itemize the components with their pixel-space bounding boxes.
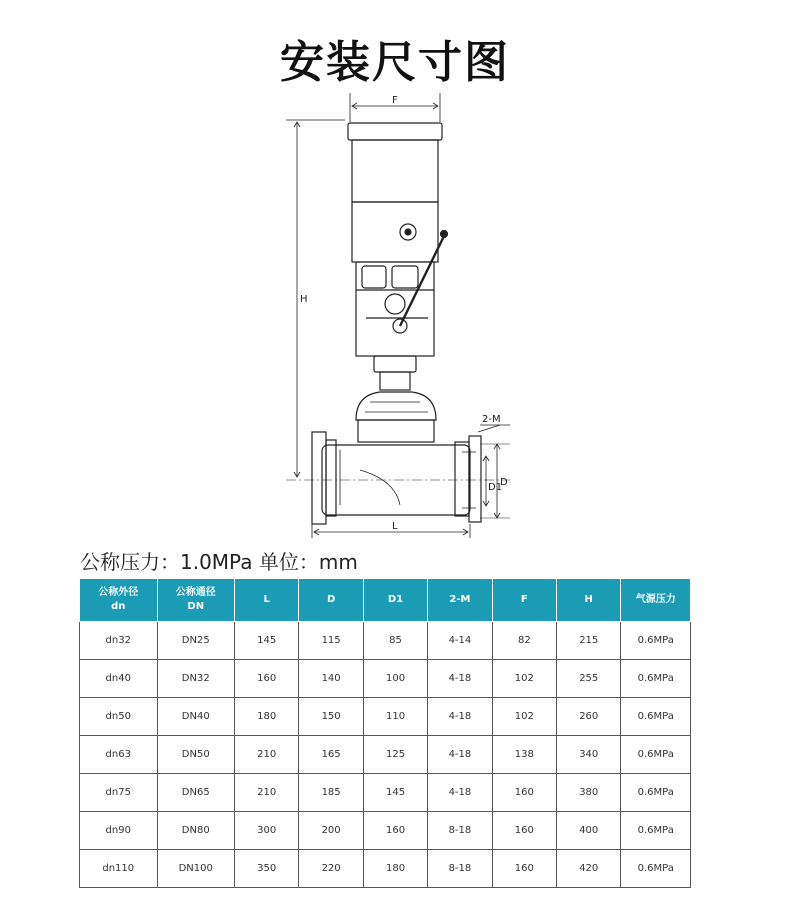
table-cell: DN32 [157,660,235,698]
table-cell: 115 [299,622,363,660]
header-cell: D1 [363,579,427,622]
table-cell: 145 [235,622,299,660]
table-cell: 160 [363,812,427,850]
table-cell: 100 [363,660,427,698]
table-cell: 165 [299,736,363,774]
table-cell: 160 [492,850,556,888]
dim-label-d: D [500,477,508,488]
table-cell: 160 [235,660,299,698]
table-cell: dn110 [80,850,158,888]
table-cell: DN40 [157,698,235,736]
table-cell: 210 [235,736,299,774]
table-cell: 4-18 [428,660,492,698]
table-cell: 350 [235,850,299,888]
table-cell: 145 [363,774,427,812]
table-cell: dn40 [80,660,158,698]
table-cell: 180 [363,850,427,888]
table-row [80,622,691,660]
table-cell: 215 [557,622,621,660]
header-cell: 气源压力 [621,579,691,622]
table-row [80,698,691,736]
table-cell: 380 [557,774,621,812]
pressure-unit-note: 公称压力：1.0MPa 单位：mm [80,550,358,574]
table-cell: 110 [363,698,427,736]
table-cell: DN100 [157,850,235,888]
table-cell: DN25 [157,622,235,660]
table-cell: 160 [492,774,556,812]
header-cell: 公称通径 DN [157,579,235,622]
table-cell: 210 [235,774,299,812]
header-cell: 公称外径 dn [80,579,158,622]
table-cell: 220 [299,850,363,888]
dim-label-d1: D1 [488,482,503,493]
table-cell: 420 [557,850,621,888]
table-cell: 0.6MPa [621,698,691,736]
table-cell: 0.6MPa [621,622,691,660]
table-cell: 4-18 [428,698,492,736]
header-cell: L [235,579,299,622]
table-cell: 400 [557,812,621,850]
table-cell: DN80 [157,812,235,850]
table-row [80,850,691,888]
table-cell: 0.6MPa [621,850,691,888]
dimension-table [79,578,691,888]
table-cell: dn50 [80,698,158,736]
dim-label-f: F [392,95,398,106]
table-row [80,736,691,774]
table-cell: 138 [492,736,556,774]
table-cell: DN50 [157,736,235,774]
table-cell: 185 [299,774,363,812]
table-cell: 4-14 [428,622,492,660]
table-cell: 4-18 [428,774,492,812]
table-cell: 8-18 [428,812,492,850]
dim-label-2m: 2-M [482,414,501,425]
table-cell: 260 [557,698,621,736]
header-cell: H [557,579,621,622]
table-cell: DN65 [157,774,235,812]
table-cell: 0.6MPa [621,812,691,850]
dim-label-h: H [300,294,308,305]
table-cell: 4-18 [428,736,492,774]
table-cell: 160 [492,812,556,850]
table-cell: 140 [299,660,363,698]
table-cell: 150 [299,698,363,736]
header-cell: 2-M [428,579,492,622]
table-cell: 8-18 [428,850,492,888]
dim-label-l: L [392,521,398,532]
table-cell: 180 [235,698,299,736]
page-title: 安装尺寸图 [280,37,510,88]
table-cell: 125 [363,736,427,774]
table-cell: 0.6MPa [621,660,691,698]
table-cell: dn75 [80,774,158,812]
table-cell: 102 [492,660,556,698]
table-cell: dn63 [80,736,158,774]
table-cell: dn32 [80,622,158,660]
table-cell: 0.6MPa [621,736,691,774]
table-cell: 0.6MPa [621,774,691,812]
table-cell: dn90 [80,812,158,850]
table-row [80,660,691,698]
table-cell: 85 [363,622,427,660]
table-row [80,812,691,850]
table-header-row [80,579,691,622]
table-cell: 82 [492,622,556,660]
table-row [80,774,691,812]
header-cell: F [492,579,556,622]
table-cell: 200 [299,812,363,850]
header-cell: D [299,579,363,622]
table-body [80,622,691,888]
table-cell: 340 [557,736,621,774]
table-cell: 102 [492,698,556,736]
table-cell: 300 [235,812,299,850]
table-cell: 255 [557,660,621,698]
